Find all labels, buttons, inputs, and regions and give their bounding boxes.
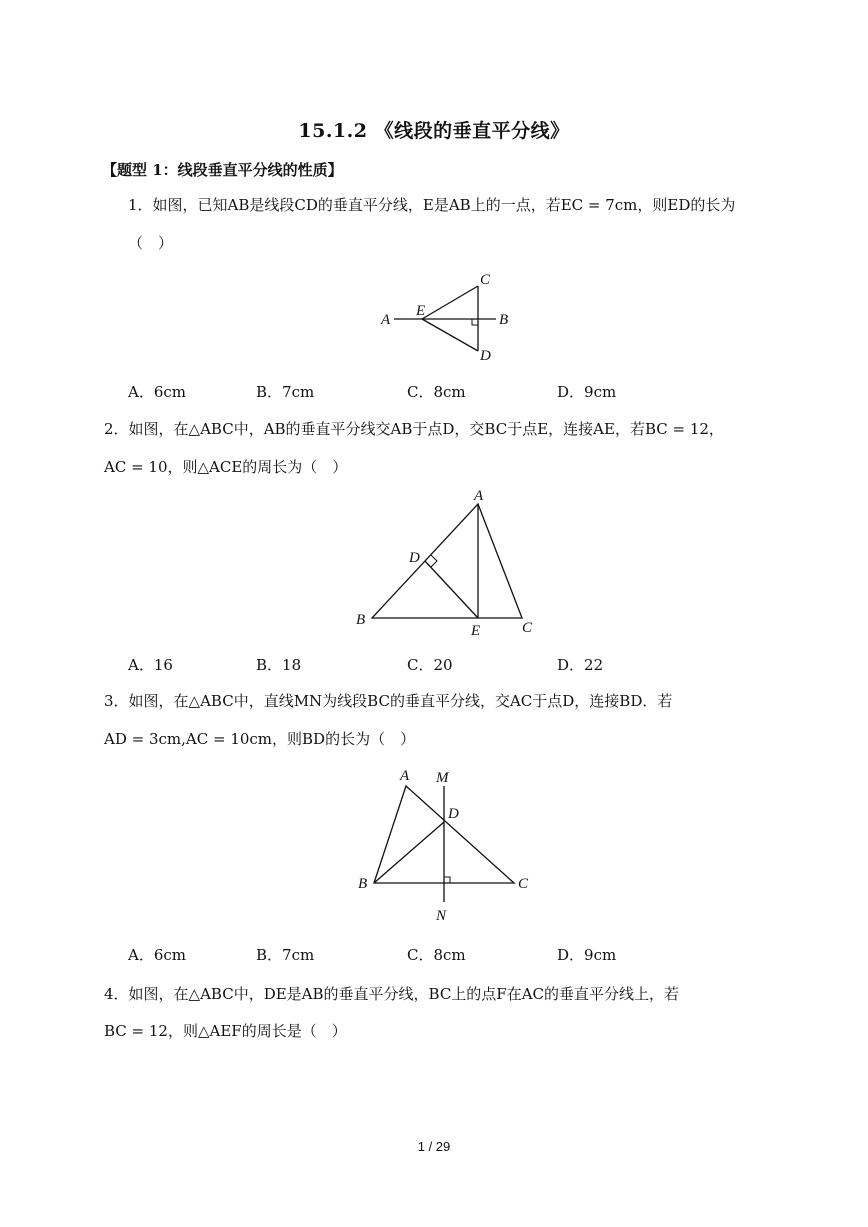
- question-4-text: 4．如图，在△ABC中，DE是AB的垂直平分线，BC上的点F在AC的垂直平分线上，若: [104, 985, 680, 1003]
- option-d: D．9cm: [557, 946, 617, 964]
- triangle-abc: [372, 504, 522, 618]
- option-c: C．8cm: [407, 946, 466, 964]
- question-2-text: 2．如图，在△ABC中，AB的垂直平分线交AB于点D，交BC于点E，连接AE，若BC = 12，: [104, 420, 724, 438]
- option-d: D．22: [557, 656, 604, 674]
- question-2-figure: [350, 484, 550, 644]
- question-1-figure: [370, 268, 530, 368]
- page-title: 15.1.2 《线段的垂直平分线》: [298, 120, 570, 142]
- question-3-text: 3．如图，在△ABC中，直线MN为线段BC的垂直平分线，交AC于点D，连接BD．若: [104, 692, 673, 710]
- question-3-text-continued: AD = 3cm,AC = 10cm，则BD的长为（ ）: [104, 730, 416, 748]
- label-d: D: [409, 550, 420, 566]
- label-e: E: [416, 303, 426, 319]
- option-c: C．20: [407, 656, 453, 674]
- right-angle-mark: [472, 319, 478, 325]
- option-b: B．7cm: [256, 383, 315, 401]
- right-angle-mark: [444, 877, 450, 883]
- label-d: D: [480, 348, 491, 364]
- section-heading: 【题型 1：线段垂直平分线的性质】: [102, 161, 343, 179]
- page-number: 1 / 29: [417, 1139, 451, 1154]
- label-n: N: [436, 908, 447, 924]
- question-1-text-continued: （ ）: [128, 234, 174, 252]
- label-c: C: [518, 876, 529, 892]
- question-1-text: 1．如图，已知AB是线段CD的垂直平分线，E是AB上的一点，若EC = 7cm，则ED的长为: [128, 196, 736, 214]
- label-d: D: [448, 806, 459, 822]
- label-m: M: [436, 770, 449, 786]
- option-a: A．16: [128, 656, 173, 674]
- option-a: A．6cm: [128, 946, 187, 964]
- label-c: C: [522, 620, 533, 636]
- question-4-text-continued: BC = 12，则△AEF的周长是（ ）: [104, 1022, 347, 1040]
- option-a: A．6cm: [128, 383, 187, 401]
- label-a: A: [381, 312, 391, 328]
- label-b: B: [356, 612, 366, 628]
- label-a: A: [400, 768, 410, 784]
- label-e: E: [471, 623, 481, 639]
- question-3-figure: [350, 762, 550, 928]
- option-b: B．7cm: [256, 946, 315, 964]
- segment-ed: [422, 319, 478, 351]
- label-b: B: [499, 312, 509, 328]
- option-d: D．9cm: [557, 383, 617, 401]
- option-c: C．8cm: [407, 383, 466, 401]
- right-angle-mark: [431, 555, 437, 567]
- label-a: A: [474, 488, 484, 504]
- option-b: B．18: [256, 656, 302, 674]
- segment-ec: [422, 286, 478, 319]
- question-2-text-continued: AC = 10，则△ACE的周长为（ ）: [104, 458, 348, 476]
- perpendicular-bisector-de: [425, 561, 478, 618]
- label-b: B: [358, 876, 368, 892]
- label-c: C: [480, 272, 491, 288]
